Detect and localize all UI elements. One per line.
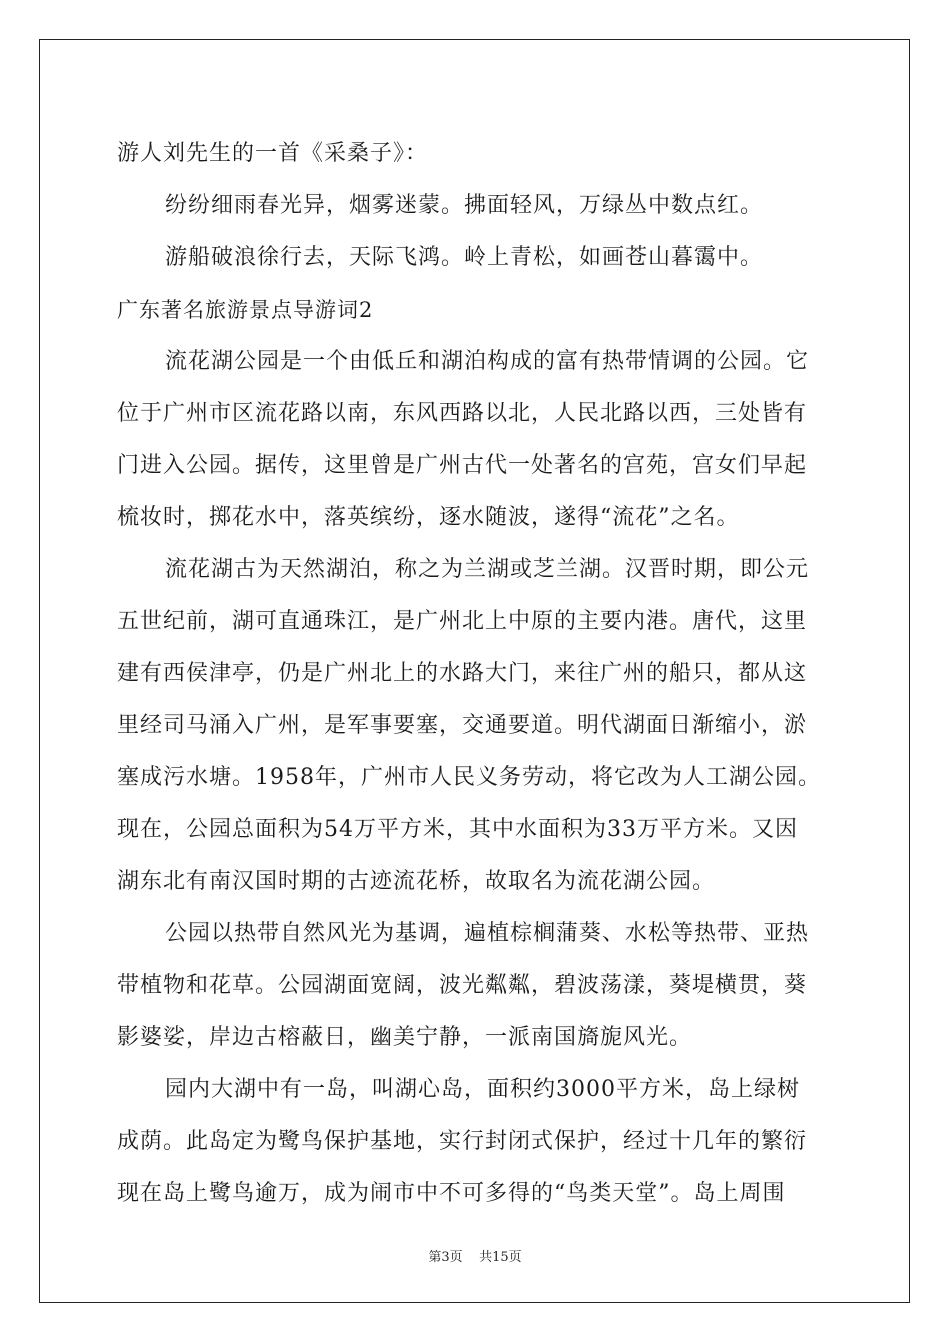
- poem-line: 纷纷细雨春光异，烟雾迷蒙。拂面轻风，万绿丛中数点红。: [165, 193, 764, 218]
- paragraph-line: 影婆娑，岸边古榕蔽日，幽美宁静，一派南国旖旎风光。: [117, 1025, 693, 1050]
- paragraph-line: 现在岛上鹭鸟逾万，成为闹市中不可多得的“鸟类天堂”。岛上周围: [117, 1181, 786, 1206]
- paragraph-line: 带植物和花草。公园湖面宽阔，波光粼粼，碧波荡漾，葵堤横贯，葵: [117, 973, 808, 998]
- paragraph-line: 位于广州市区流花路以南，东风西路以北，人民北路以西，三处皆有: [117, 401, 808, 426]
- poem-line: 游船破浪徐行去，天际飞鸿。岭上青松，如画苍山暮霭中。: [165, 245, 764, 270]
- paragraph-line: 塞成污水塘。1958年，广州市人民义务劳动，将它改为人工湖公园。: [117, 765, 821, 790]
- paragraph-line: 现在，公园总面积为54万平方米，其中水面积为33万平方米。又因: [117, 817, 798, 842]
- paragraph-line: 成荫。此岛定为鹭鸟保护基地，实行封闭式保护，经过十几年的繁衍: [117, 1129, 808, 1154]
- text-line: 游人刘先生的一首《采桑子》：: [117, 141, 429, 166]
- paragraph-line: 梳妆时，掷花水中，落英缤纷，逐水随波，遂得“流花”之名。: [117, 505, 740, 530]
- page-footer: 第3页 共15页: [428, 1250, 522, 1265]
- section-heading: 广东著名旅游景点导游词2: [117, 298, 374, 322]
- paragraph-line: 公园以热带自然风光为基调，遍植棕榈蒲葵、水松等热带、亚热: [165, 921, 810, 946]
- paragraph-line: 流花湖公园是一个由低丘和湖泊构成的富有热带情调的公园。它: [165, 349, 810, 374]
- paragraph-line: 五世纪前，湖可直通珠江，是广州北上中原的主要内港。唐代，这里: [117, 609, 808, 634]
- paragraph-line: 里经司马涌入广州，是军事要塞，交通要道。明代湖面日渐缩小，淤: [117, 713, 808, 738]
- paragraph-line: 建有西侯津亭，仍是广州北上的水路大门，来往广州的船只，都从这: [117, 661, 808, 686]
- paragraph-line: 园内大湖中有一岛，叫湖心岛，面积约3000平方米，岛上绿树: [165, 1077, 800, 1102]
- paragraph-line: 门进入公园。据传，这里曾是广州古代一处著名的宫苑，宫女们早起: [117, 453, 808, 478]
- paragraph-line: 湖东北有南汉国时期的古迹流花桥，故取名为流花湖公园。: [117, 869, 716, 894]
- document-body: [117, 128, 837, 1220]
- paragraph-line: 流花湖古为天然湖泊，称之为兰湖或芝兰湖。汉晋时期，即公元: [165, 557, 810, 582]
